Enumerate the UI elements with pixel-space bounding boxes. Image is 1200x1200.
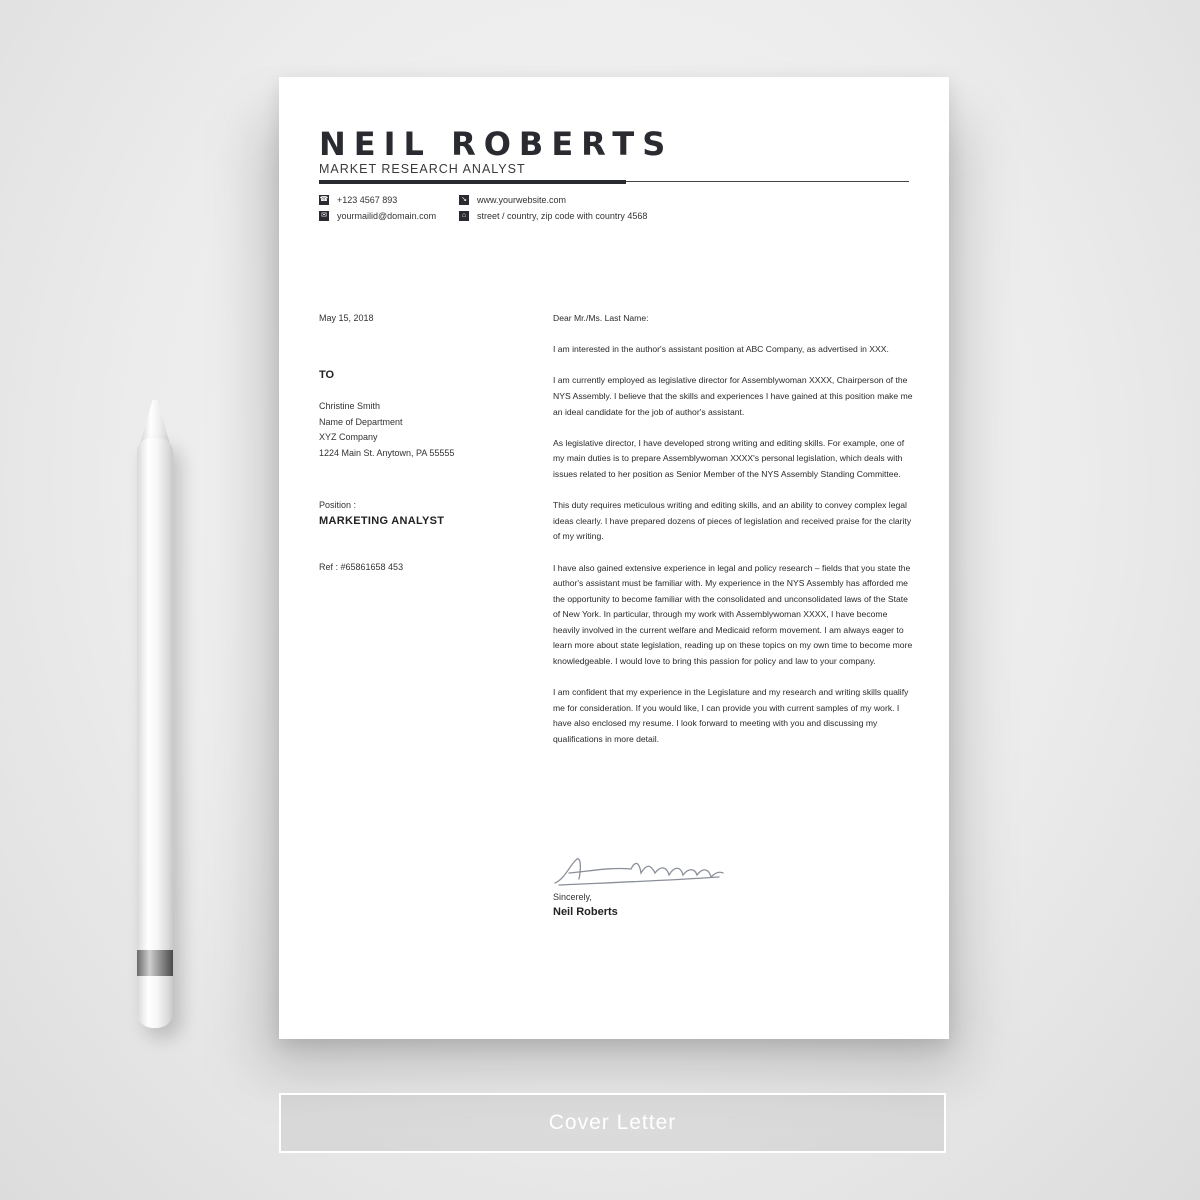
website-text: www.yourwebsite.com [477,195,567,205]
signature-graphic [551,853,726,889]
phone-text: +123 4567 893 [337,195,398,205]
letter-paragraph: I have also gained extensive experience in legal and policy research – fields that you state the author's assistant must be familiar with. My experience in the NYS Assembly has afforded me the opportunity to become familiar with the consolidated and unconsolidated laws of the State of New York. In particular, through my work with Assemblywoman XXXX, I have become heavily involved in the current welfare and Medicaid reform movement. I am always eager to learn more about state legislation, reading up on these topics on my own time to become more knowledgeable. I would love to bring this passion for policy and law to your company. [553,562,913,667]
contact-address [459,211,647,221]
website-icon: ↘ [459,195,469,205]
recipient-department: Name of Department [319,416,403,427]
letter-date: May 15, 2018 [319,313,374,323]
letter-paragraph: As legislative director, I have developed strong writing and editing skills. For example, one of my main duties is to prepare Assemblywoman XXXX's personal legislation, which deals with issues related to her position as Senior Member of the NYS Assembly Standing Committee. [553,437,905,479]
caption-label: Cover Letter [279,1093,946,1153]
recipient-company: XYZ Company [319,432,378,443]
letter-body [553,311,915,763]
contact-email [319,211,436,221]
home-icon: ⌂ [459,211,469,221]
salutation: Dear Mr./Ms. Last Name: [553,313,649,323]
header-rule-accent [319,180,626,184]
letter-paragraph: I am currently employed as legislative director for Assemblywoman XXXX, Chairperson of the NYS Assembly. I believe that the skills and experiences I have gained at this position make me an ideal candidate for the job of author's assistant. [553,375,913,417]
position-value: MARKETING ANALYST [319,515,445,527]
letter-paragraph: This duty requires meticulous writing and editing skills, and an ability to convey complex legal ideas clearly. I have prepared dozens of pieces of legislation and received praise for the clarity of my writing. [553,500,912,542]
closing-text: Sincerely, [553,892,592,902]
email-text: yourmailid@domain.com [337,211,437,221]
phone-icon: ☎ [319,196,329,203]
contact-phone [319,195,397,205]
letter-page [279,77,949,1039]
recipient-name: Christine Smith [319,401,381,411]
email-icon: ✉ [319,211,329,221]
letter-paragraph: I am interested in the author's assistant position at ABC Company, as advertised in XXX. [553,344,889,355]
address-text: street / country, zip code with country 4568 [477,211,648,221]
position-label: Position : [319,500,357,510]
pencil-band [137,950,173,976]
reference-number: Ref : #65861658 453 [319,562,404,572]
letter-paragraph: I am confident that my experience in the Legislature and my research and writing skills qualify me for consideration. If you would like, I can provide you with current samples of my work. I have also enclosed my resume. I look forward to meeting with you and discussing my qualifications in more detail. [553,687,909,745]
recipient-address: 1224 Main St. Anytown, PA 55555 [319,447,455,458]
applicant-title: MARKET RESEARCH ANALYST [319,162,526,176]
signature-name: Neil Roberts [553,906,618,918]
recipient-block [319,399,454,461]
to-label: TO [319,369,335,381]
contact-website [459,195,566,205]
applicant-name: NEIL ROBERTS [319,125,674,163]
pencil-graphic [137,438,173,1028]
